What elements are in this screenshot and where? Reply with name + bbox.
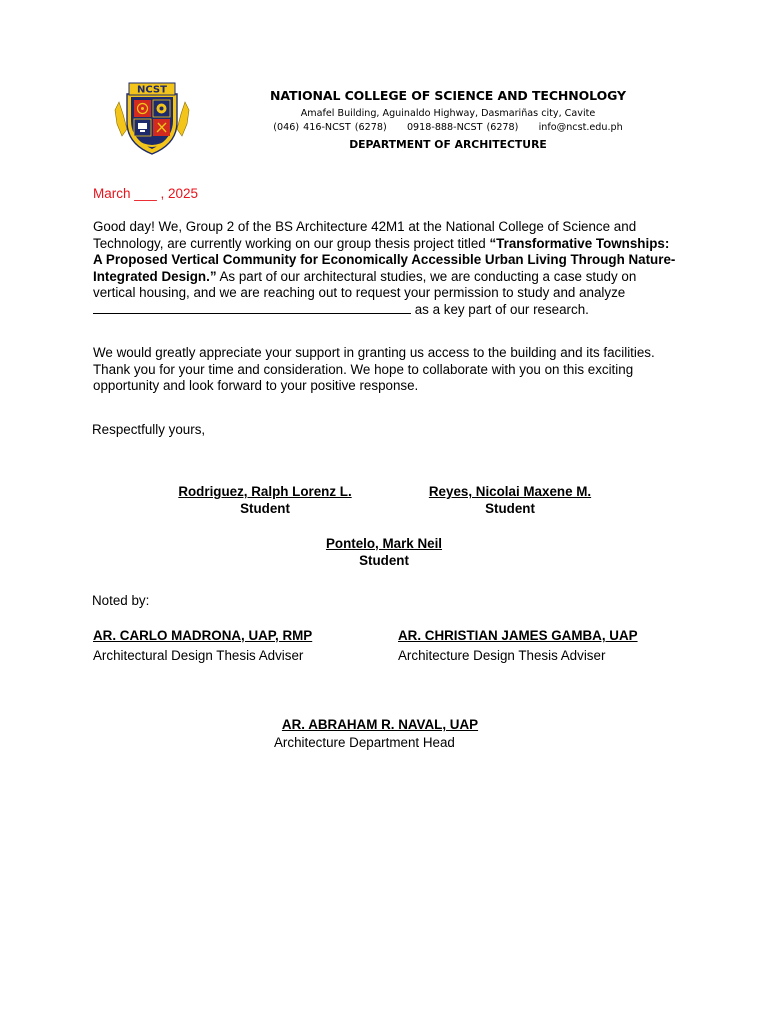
adviser-role: Architecture Design Thesis Adviser <box>398 648 606 663</box>
institution-contact <box>250 122 646 133</box>
p1-request: As part of our architectural studies, we are conducting a case study on vertical housing, and we are reaching out to request your permission to study and analyze <box>93 268 637 301</box>
adviser-role: Architectural Design Thesis Adviser <box>93 648 304 663</box>
body-paragraph-1 <box>93 219 677 319</box>
adviser-1 <box>93 626 312 666</box>
thesis-title: “Transformative Townships: A Proposed Vertical Community for Economically Accessible Urban Living Through Nature-Integrated Design.” <box>93 235 676 284</box>
signatory-3 <box>279 535 489 569</box>
p1-end: as a key part of our research. <box>411 301 589 317</box>
department-head-role: Architecture Department Head <box>274 735 455 750</box>
adviser-2 <box>398 626 638 666</box>
closing: Respectfully yours, <box>92 422 206 437</box>
signatory-role: Student <box>485 501 535 516</box>
noted-by-label: Noted by: <box>92 593 150 608</box>
signatory-1 <box>160 483 370 517</box>
p1-intro: Good day! We, Group 2 of the BS Architecture 42M1 at the National College of Science and Technology, are currently working on our group thesis project titled <box>93 219 637 251</box>
letter-date: March ___ , 2025 <box>93 186 199 201</box>
signatory-name: Pontelo, Mark Neil <box>325 536 443 551</box>
phone-landline: (046) 416-NCST (6278) <box>273 122 387 133</box>
signatory-name: Reyes, Nicolai Maxene M. <box>428 484 592 499</box>
department-head <box>265 716 495 752</box>
adviser-name: AR. CARLO MADRONA, UAP, RMP <box>93 628 313 643</box>
department-head-name: AR. ABRAHAM R. NAVAL, UAP <box>281 717 479 732</box>
signatory-role: Student <box>240 501 290 516</box>
institution-name: NATIONAL COLLEGE OF SCIENCE AND TECHNOLOGY <box>270 88 626 103</box>
signatory-role: Student <box>359 553 409 568</box>
signatory-name: Rodriguez, Ralph Lorenz L. <box>178 484 352 499</box>
email-address: info@ncst.edu.ph <box>538 122 623 133</box>
adviser-name: AR. CHRISTIAN JAMES GAMBA, UAP <box>398 628 638 643</box>
phone-mobile: 0918-888-NCST (6278) <box>406 122 519 133</box>
logo-text: NCST <box>137 84 167 96</box>
blank-line <box>93 302 411 314</box>
department-name: DEPARTMENT OF ARCHITECTURE <box>349 138 547 151</box>
body-paragraph-2: We would greatly appreciate your support in granting us access to the building and its facilities. Thank you for your time and consideration. We hope to collaborate with you on this exciting opportunity and look forward to your positive response. <box>93 345 655 394</box>
ncst-logo <box>113 80 191 156</box>
institution-address: Amafel Building, Aguinaldo Highway, Dasmariñas city, Cavite <box>300 108 596 119</box>
signatory-2 <box>405 483 615 517</box>
